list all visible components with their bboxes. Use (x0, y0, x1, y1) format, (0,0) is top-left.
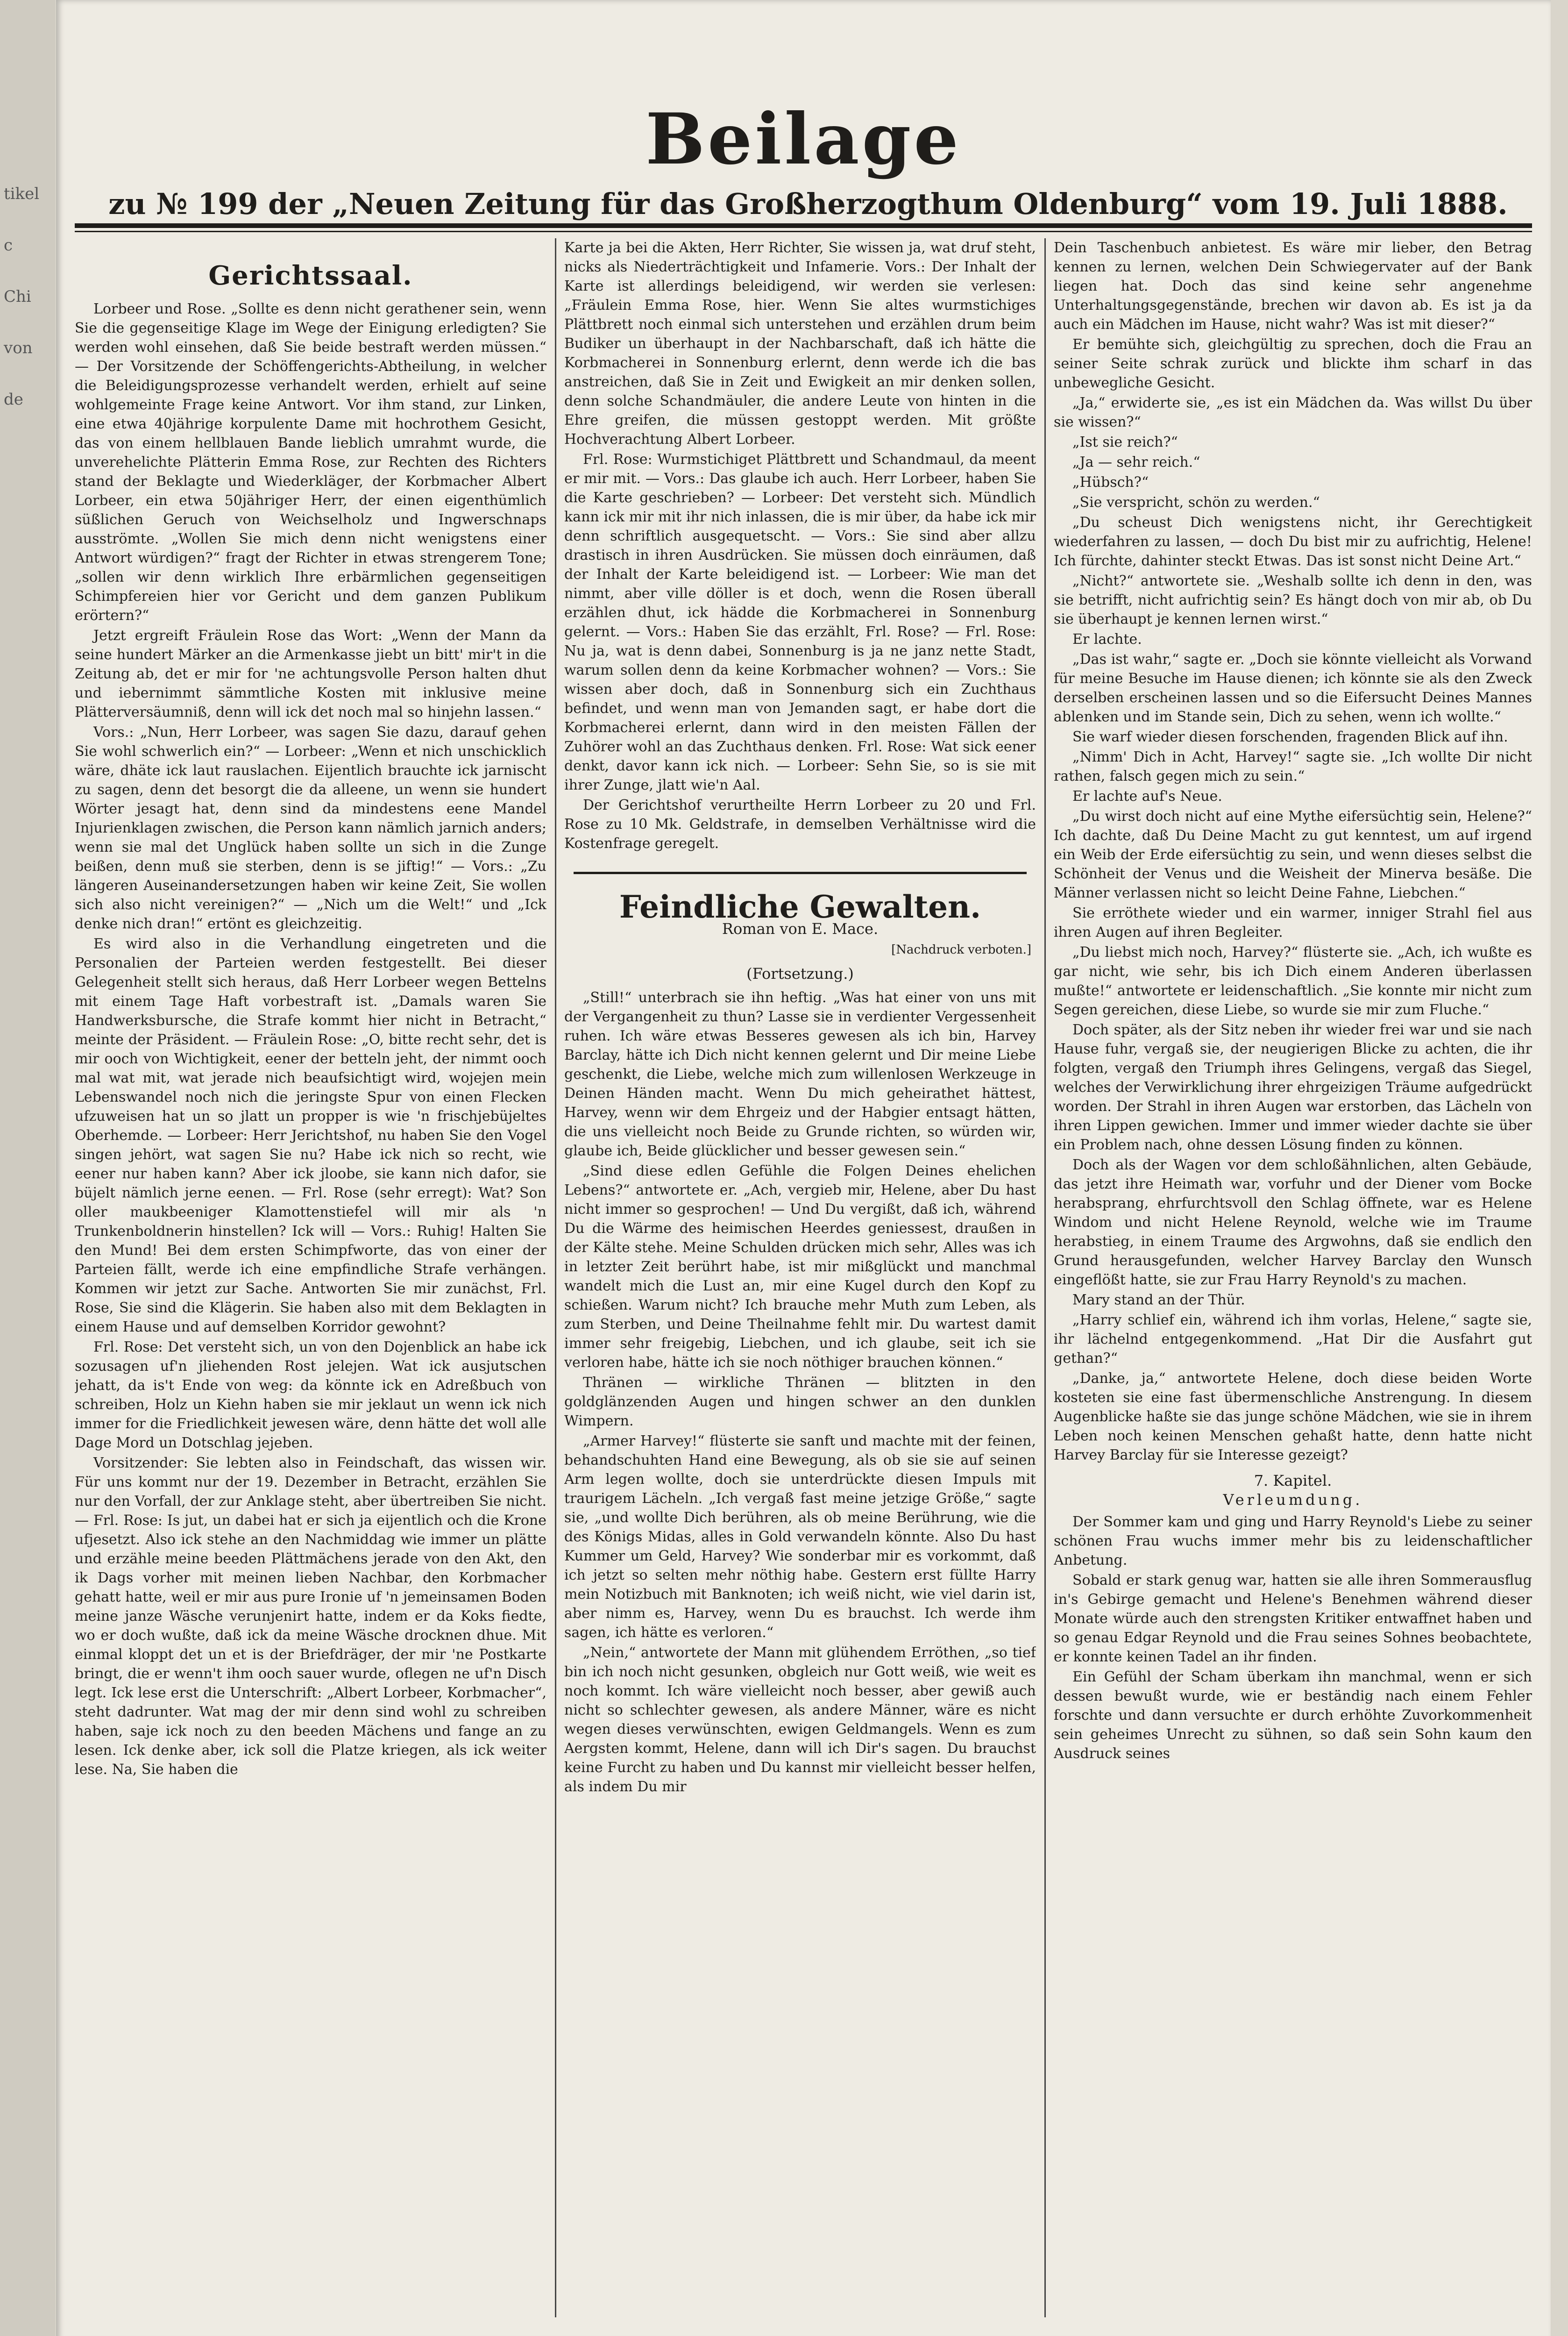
reprint-note: [Nachdruck verboten.] (891, 943, 1031, 957)
chapter-number: 7. Kapitel. (1254, 1472, 1332, 1489)
novel-paragraph: Sobald er stark genug war, hatten sie alle ihren Sommerausflug in's Gebirge gemacht und Helene's Benehmen während dieser Monate würde auch den strengsten Kritiker entwaffnet haben und so genau Edgar Reynold und die Frau seines Sohnes beobachtete, er konnte keinen Tadel an ihr finden. (1054, 1572, 1532, 1665)
chapter-title: Verleumdung. (1223, 1491, 1363, 1509)
strip-fragment: tikel (4, 185, 40, 203)
novel-paragraph: „Sind diese edlen Gefühle die Folgen Deines ehelichen Lebens?“ antwortete er. „Ach, vergieb mir, Helene, aber Du hast nicht immer so gesprochen! — Und Du vergißt, daß ich, während Du die Wärme des heimischen Heerdes geniessest, draußen in der Kälte stehe. Meine Schulden drücken mich sehr, Alles was ich in letzter Zeit berührt habe, ist mir mißglückt und manchmal wandelt mich die Lust an, mir eine Kugel durch den Kopf zu schießen. Warum nicht? Ich brauche mehr Muth zum Leben, als zum Sterben, und Deine Theilnahme fehlt mir. Du wartest damit immer sehr freigebig, Liebchen, und ich glaube, seit ich sie verloren habe, hätte ich sie noch nöthiger brauchen können.“ (564, 1163, 1036, 1371)
novel-paragraph: Doch später, als der Sitz neben ihr wieder frei war und sie nach Hause fuhr, vergaß sie, der neugierigen Blicke zu achten, die ihr folgten, vergaß den Triumph ihres Gelingens, vergaß das Siegel, welches der Verwirklichung ihrer ehrgeizigen Träume aufgedrückt worden. Der Strahl in ihren Augen war erstorben, das Lächeln von ihren Lippen gewichen. Immer und immer wieder dachte sie über ein Problem nach, ohne dessen Lösung finden zu können. (1054, 1022, 1532, 1153)
novel-paragraph: Mary stand an der Thür. (1072, 1292, 1245, 1308)
novel-paragraph: Der Sommer kam und ging und Harry Reynold's Liebe zu seiner schönen Frau wuchs immer mehr bis zu leidenschaftlicher Anbetung. (1054, 1514, 1532, 1568)
novel-paragraph: „Du liebst mich noch, Harvey?“ flüsterte sie. „Ach, ich wußte es gar nicht, wie sehr, bis ich Dich einem Anderen überlassen mußte!“ antwortete er leidenschaftlich. „Sie konnte mir nicht zum Segen gereichen, diese Liebe, so wurde sie mir zum Fluche.“ (1054, 944, 1532, 1018)
article-paragraph: Frl. Rose: Wurmstichiget Plättbrett und Schandmaul, da meent er mir mit. — Vors.: Das glaube ich auch. Herr Lorbeer, haben Sie die Karte geschrieben? — Lorbeer: Det versteht sich. Mündlich kann ick mir mit ihr nich inlassen, die is mir über, da habe ick mir denn schriftlich ausgequetscht. — Vors.: Sie sind aber allzu drastisch in ihren Ausdrücken. Sie müssen doch einräumen, daß der Inhalt der Karte beleidigend ist. — Lorbeer: Wie man det nimmt, aber ville döller is et doch, wenn die Rosen überall erzählen dhut, ick hädde die Korbmacherei in Sonnenburg gelernt. — Vors.: Haben Sie das erzählt, Frl. Rose? — Frl. Rose: Nu ja, wat is denn dabei, Sonnenburg is ja ne janz nette Stadt, warum sollen denn da keine Korbmacher wohnen? — Vors.: Sie wissen aber doch, daß in Sonnenburg sich ein Zuchthaus befindet, und wenn man von Jemanden sagt, er habe dort die Korbmacherei erlernt, dann wird in den meisten Fällen der Zuhörer wohl an das Zuchthaus denken. Frl. Rose: Wat sick eener denkt, davor kann ick nich. — Lorbeer: Sehn Sie, so is sie mit ihrer Zunge, jlatt wie'n Aal. (564, 451, 1036, 793)
novel-title: Feindliche Gewalten. (619, 889, 981, 925)
column-separator (1044, 238, 1046, 2317)
novel-paragraph: Er lachte. (1072, 631, 1142, 648)
novel-paragraph: Thränen — wirkliche Thränen — blitzten in den goldglänzenden Augen und hingen schwer an den dunklen Wimpern. (564, 1375, 1036, 1429)
strip-fragment: c (4, 236, 13, 255)
article-paragraph: Es wird also in die Verhandlung eingetreten und die Personalien der Parteien werden festgestellt. Bei dieser Gelegenheit stellt sich heraus, daß Herr Lorbeer wegen Bettelns mit einem Tage Haft vorbestraft ist. „Damals waren Sie Handwerksbursche, die Strafe kommt hier nicht in Betracht,“ meinte der Präsident. — Fräulein Rose: „O, bitte recht sehr, det is mir ooch von Wichtigkeit, eener der betteln jeht, der nimmt ooch mal wat mit, wat jerade nich beaufsichtigt wird, wojejen mein Lebenswandel noch nich die jeringste Spur von einen Flecken ufzuweisen hat un so jlatt un propper is wie 'n frischjebüjeltes Oberhemde. — Lorbeer: Herr Jerichtshof, nu haben Sie den Vogel singen jehört, wat sagen Sie nu? Habe ick nich so recht, wie eener nur haben kann? Aber ick jloobe, sie kann nich dafor, sie büjelt nämlich jerne eenen. — Frl. Rose (sehr erregt): Wat? Son oller maukbeeniger Klamottenstiefel will mir als 'n Trunkenboldnerin hinstellen? Ick will — Vors.: Ruhig! Halten Sie den Mund! Bei dem ersten Schimpfworte, das von einer der Parteien fällt, werde ich eine empfindliche Strafe verhängen. Kommen wir jetzt zur Sache. Antworten Sie mir zunächst, Frl. Rose, Sie sind die Klägerin. Sie haben also mit dem Beklagten in einem Hause und auf demselben Korridor gewohnt? (75, 936, 546, 1335)
novel-paragraph: „Das ist wahr,“ sagte er. „Doch sie könnte vielleicht als Vorwand für meine Besuche im Hause dienen; ich könnte sie als den Zweck derselben erscheinen lassen und so die Eifersucht Deines Mannes ablenken und im Stande sein, Dich zu sehen, wenn ich wollte.“ (1054, 651, 1532, 725)
article-paragraph: Frl. Rose: Det versteht sich, un von den Dojenblick an habe ick sozusagen uf'n jliehenden Rost jelejen. Wat ick ausjutschen jehatt, da is't Ende von weg: da könnte ick en Adreßbuch von schreiben, Holz un Kiehn haben sie mir jeklaut un wenn ick nich immer for die Friedlichkeit jewesen wäre, denn hätte det woll alle Dage Mord un Dotschlag jejeben. (75, 1339, 546, 1451)
novel-paragraph: Sie erröthete wieder und ein warmer, inniger Strahl fiel aus ihren Augen auf ihren Begleiter. (1054, 905, 1532, 940)
novel-paragraph: Sie warf wieder diesen forschenden, fragenden Blick auf ihn. (1072, 729, 1508, 745)
novel-paragraph: „Sie verspricht, schön zu werden.“ (1072, 494, 1320, 511)
novel-paragraph: Er bemühte sich, gleichgültig zu sprechen, doch die Frau an seiner Seite schrak zurück und blickte ihm scharf in das unbewegliche Gesicht. (1054, 336, 1532, 391)
article-paragraph: Vorsitzender: Sie lebten also in Feindschaft, das wissen wir. Für uns kommt nur der 19. Dezember in Betracht, erzählen Sie nur den Vorfall, der zur Anklage steht, aber übertreiben Sie nicht. — Frl. Rose: Is jut, un dabei hat er sich ja eijentlich och die Krone ufjesetzt. Also ick stehe an den Nachmiddag wie immer un plätte und erzähle meine beeden Plättmächens jerade von den Akt, den ik Dags vorher mit meinen lieben Nachbar, den Korbmacher gehatt hatte, weil er mir aus pure Ironie uf 'n jemeinsamen Boden meine janze Wäsche verunjenirt hatte, indem er da Koks fiedte, wo er doch wußte, daß ick da meine Wäsche drocknen dhue. Mit einmal kloppt det un et is der Briefdräger, der mir 'ne Postkarte bringt, die er wenn't ihm ooch sauer wurde, oflegen ne uf'n Disch legt. Ick lese erst die Unterschrift: „Albert Lorbeer, Korbmacher“, steht dadrunter. Wat mag der mir denn sind wohl zu schreiben haben, saje ick noch zu den beeden Mächens und fange an zu lesen. Ick denke aber, ick soll die Platze kriegen, als ick weiter lese. Na, Sie haben die (75, 1455, 546, 1778)
novel-paragraph: „Still!“ unterbrach sie ihn heftig. „Was hat einer von uns mit der Vergangenheit zu thun? Lasse sie in verdienter Vergessenheit ruhen. Ich wäre etwas Besseres gewesen als ich bin, Harvey Barclay, hätte ich Dich nicht kennen gelernt und Dir meine Liebe geschenkt, die Liebe, welche mich zum willenlosen Werkzeuge in Deinen Händen macht. Wenn Du mich geheirathet hättest, Harvey, wenn wir dem Ehrgeiz und der Habgier entsagt hätten, die uns vielleicht noch Beide zu Grunde richten, so würden wir, glaube ich, Beide glücklicher und besser gewesen sein.“ (564, 990, 1036, 1159)
novel-paragraph: „Nein,“ antwortete der Mann mit glühendem Erröthen, „so tief bin ich noch nicht gesunken, obgleich nur Gott weiß, wie weit es noch kommt. Ich wäre vielleicht noch besser, aber gewiß auch nicht so schlechter gewesen, als andere Männer, wäre es nicht wegen dieses verwünschten, ewigen Geldmangels. Wenn es zum Aergsten kommt, Helene, dann will ich Dir's sagen. Du brauchst keine Furcht zu haben und Du kannst mir vielleicht besser helfen, als indem Du mir (564, 1645, 1036, 1795)
novel-paragraph: Doch als der Wagen vor dem schloßähnlichen, alten Gebäude, das jetzt ihre Heimath war, vorfuhr und der Diener vom Bocke herabsprang, ehrfurchtsvoll den Schlag öffnete, war es Helene Windom und nicht Helene Reynold, welche wie im Traume herabstieg, in einem Traume des Argwohns, daß sie endlich den Grund herausgefunden, welcher Harvey Barclay den Wunsch eingeflößt hatte, sie zur Frau Harry Reynold's zu machen. (1054, 1157, 1532, 1288)
novel-paragraph: Dein Taschenbuch anbietest. Es wäre mir lieber, den Betrag kennen zu lernen, welchen Dein Schwiegervater auf der Bank liegen hat. Doch das sind keine sehr angenehme Unterhaltungsgegenstände, brechen wir davon ab. Es ist ja da auch ein Mädchen im Hause, nicht wahr? Was ist mit dieser?“ (1054, 240, 1532, 333)
article-paragraph: Der Gerichtshof verurtheilte Herrn Lorbeer zu 20 und Frl. Rose zu 10 Mk. Geldstrafe, in demselben Verhältnisse wird die Kostenfrage geregelt. (564, 797, 1036, 852)
novel-paragraph: „Nicht?“ antwortete sie. „Weshalb sollte ich denn in den, was sie betrifft, nicht aufrichtig sein? Es hängt doch von mir ab, ob Du sie überhaupt je kennen lernen wirst.“ (1054, 573, 1532, 627)
novel-paragraph: „Harry schlief ein, während ich ihm vorlas, Helene,“ sagte sie, ihr lächelnd entgegenkommend. „Hat Dir die Ausfahrt gut gethan?“ (1054, 1312, 1532, 1367)
masthead-title: Beilage (646, 98, 961, 180)
novel-paragraph: „Ja — sehr reich.“ (1072, 454, 1200, 470)
column-2 (564, 238, 1036, 2322)
column-3 (1054, 238, 1532, 2322)
novel-paragraph: Ein Gefühl der Scham überkam ihn manchmal, wenn er sich dessen bewußt wurde, wie er beständig nach einem Fehler forschte und dann versuchte er durch erhöhte Zuvorkommenheit sein geheimes Unrecht zu sühnen, so daß sein Sohn kaum den Ausdruck seines (1054, 1669, 1532, 1762)
strip-fragment: von (4, 339, 33, 357)
adjacent-page-strip (0, 0, 55, 2336)
novel-subtitle: Roman von E. Mace. (722, 920, 879, 938)
article-paragraph: Lorbeer und Rose. „Sollte es denn nicht gerathener sein, wenn Sie die gegenseitige Klage im Wege der Einigung erledigten? Sie werden wohl einsehen, daß Sie beide bestraft werden müssen.“ — Der Vorsitzende der Schöffengerichts-Abtheilung, in welcher die Beleidigungsprozesse verhandelt werden, erhielt auf seine wohlgemeinte Frage keine Antwort. Vor ihm stand, zur Linken, eine etwa 40jährige korpulente Dame mit hochrothem Gesicht, das von einem hellblauen Bande lieblich umrahmt wurde, die unverehelichte Plätterin Emma Rose, zur Rechten des Richters stand der Beklagte und Wiederkläger, der Korbmacher Albert Lorbeer, ein etwa 50jähriger Herr, der einen eigenthümlich süßlichen Geruch von Weichselholz und Ingwerschnaps ausströmte. „Wollen Sie mich denn nicht wenigstens einer Antwort würdigen?“ fragt der Richter in etwas strengerem Tone; „sollen wir denn wirklich Ihre erbärmlichen gegenseitigen Schimpfereien hier vor Gericht und dem ganzen Publikum erörtern?“ (75, 301, 546, 624)
masthead-rule (75, 223, 1532, 228)
novel-paragraph: „Du wirst doch nicht auf eine Mythe eifersüchtig sein, Helene?“ Ich dachte, daß Du Deine Macht zu gut kenntest, um auf irgend ein Weib der Erde eifersüchtig zu sein, und wenn dieses selbst die Schönheit der Venus und die Weisheit der Minerva besäße. Die Männer verlassen nicht so leicht Deine Fahne, Liebchen.“ (1054, 808, 1532, 901)
novel-paragraph: „Nimm' Dich in Acht, Harvey!“ sagte sie. „Ich wollte Dir nicht rathen, falsch gegen mich zu sein.“ (1054, 749, 1532, 784)
novel-paragraph: „Du scheust Dich wenigstens nicht, ihr Gerechtigkeit wiederfahren zu lassen, — doch Du bist mir zu aufrichtig, Helene! Ich fürchte, dahinter steckt Etwas. Das ist sonst nicht Deine Art.“ (1054, 514, 1532, 569)
column-1 (75, 238, 546, 2322)
article-paragraph: Jetzt ergreift Fräulein Rose das Wort: „Wenn der Mann da seine hundert Märker an die Armenkasse jiebt un bitt' mir't in die Zeitung ab, det er mir for 'ne achtungsvolle Person halten dhut und iebernimmt sämmtliche Kosten mit inklusive meine Plätterversäumniß, denn will ick det noch mal so hinjehn lassen.“ (75, 627, 546, 720)
section-divider (574, 872, 1027, 874)
novel-paragraph: „Ja,“ erwiderte sie, „es ist ein Mädchen da. Was willst Du über sie wissen?“ (1054, 395, 1532, 430)
novel-paragraph: „Danke, ja,“ antwortete Helene, doch diese beiden Worte kosteten sie eine fast übermenschliche Anstrengung. In diesem Augenblicke haßte sie das junge schöne Mädchen, wie sie in ihrem Leben noch keinen Menschen gehaßt hatte, denn hatte nicht Harvey Barclay für sie Interesse gezeigt? (1054, 1370, 1532, 1463)
novel-paragraph: „Hübsch?“ (1072, 474, 1149, 491)
article-paragraph: Vors.: „Nun, Herr Lorbeer, was sagen Sie dazu, darauf gehen Sie wohl schwerlich ein?“ — Lorbeer: „Wenn et nich unschicklich wäre, dhäte ick laut rauslachen. Eijentlich brauchte ick jarnischt zu sagen, denn det besorgt die da alleene, un wenn sie hundert Wörter jesagt hat, denn sind da mindestens eene Mandel Injurienklagen zwischen, die Person kann nämlich jarnich anders; wenn sie mal det Unglück haben sollte un sich in die Zunge beißen, denn muß sie sterben, denn is se jiftig!“ — Vors.: „Zu längeren Auseinandersetzungen haben wir keine Zeit, Sie wollen sich also nicht vereinigen?“ — „Nich um die Welt!“ und „Ick denke nich dran!“ ertönt es gleichzeitig. (75, 724, 546, 932)
novel-paragraph: Er lachte auf's Neue. (1072, 788, 1222, 805)
novel-paragraph: „Armer Harvey!“ flüsterte sie sanft und machte mit der feinen, behandschuhten Hand eine Bewegung, als ob sie sie auf seinen Arm legen wollte, doch sie unterdrückte diesen Impuls mit traurigem Lächeln. „Ich vergaß fast meine jetzige Größe,“ sagte sie, „und wollte Dich berühren, als ob meine Berührung, wie die des Königs Midas, alles in Gold verwandeln könnte. Also Du hast Kummer um Geld, Harvey? Wie sonderbar mir es vorkommt, daß ich jetzt so selten mehr nöthig habe. Gestern erst füllte Harry mein Notizbuch mit Banknoten; ich weiß nicht, wie viel darin ist, aber nimm es, Harvey, wenn Du es brauchst. Ich werde ihm sagen, ich hätte es verloren.“ (564, 1433, 1036, 1641)
strip-fragment: Chi (4, 287, 31, 306)
continuation-label: (Fortsetzung.) (746, 965, 854, 983)
column-separator (555, 238, 556, 2317)
novel-paragraph: „Ist sie reich?“ (1072, 434, 1178, 450)
section-heading: Gerichtssaal. (208, 260, 413, 291)
article-paragraph: Karte ja bei die Akten, Herr Richter, Sie wissen ja, wat druf steht, nicks als Niederträchtigkeit und Infamerie. Vors.: Der Inhalt der Karte ist allerdings beleidigend, wir werden sie verlesen: „Fräulein Emma Rose, hier. Wenn Sie altes wurmstichiges Plättbrett noch einmal sich unterstehen und erzählen drum beim Budiker un überhaupt in der Nachbarschaft, daß ich hätte die Korbmacherei in Sonnenburg erlernt, denn werde ich die bas anstreichen, daß Sie in Zeit und Ewigkeit an mir denken sollen, denn solche Schandmäuler, die andere Leute von hinten in die Ehre greifen, die müssen gestoppt werden. Mit größte Hochverachtung Albert Lorbeer. (564, 240, 1036, 448)
strip-fragment: de (4, 390, 23, 409)
masthead-rule-thin (75, 231, 1532, 232)
masthead-subline: zu № 199 der „Neuen Zeitung für das Großherzogthum Oldenburg“ vom 19. Juli 1888. (108, 187, 1508, 221)
newspaper-page (56, 0, 1551, 2336)
